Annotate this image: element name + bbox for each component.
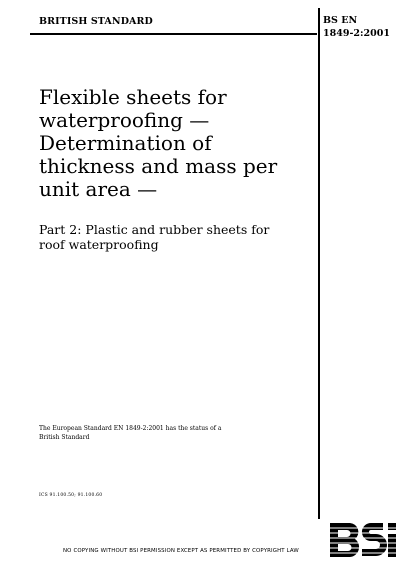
status-line: The European Standard EN 1849-2:2001 has the status of a [39, 425, 222, 432]
standard-type-label: BRITISH STANDARD [39, 16, 153, 27]
title-line: waterproofing — [39, 108, 210, 132]
status-line: British Standard [39, 434, 90, 441]
copyright-notice: NO COPYING WITHOUT BSI PERMISSION EXCEPT AS PERMITTED BY COPYRIGHT LAW [63, 548, 299, 554]
margin-rule [318, 8, 320, 519]
title-line: unit area — [39, 177, 158, 201]
title-line: Determination of [39, 131, 212, 155]
title-line: Flexible sheets for [39, 85, 227, 109]
standard-number [323, 14, 390, 40]
standard-number-line: 1849-2:2001 [323, 28, 390, 39]
document-title [39, 86, 309, 201]
bsi-logo-icon [326, 513, 406, 575]
ics-code: ICS 91.100.50; 91.100.60 [39, 493, 103, 498]
bsi-logo-graphic [326, 513, 406, 571]
document-subtitle [39, 222, 309, 252]
subtitle-line: roof waterproofing [39, 237, 159, 252]
title-line: thickness and mass per [39, 154, 278, 178]
status-statement [39, 424, 279, 442]
header-rule [30, 33, 317, 35]
standard-number-line: BS EN [323, 15, 358, 26]
subtitle-line: Part 2: Plastic and rubber sheets for [39, 222, 270, 237]
